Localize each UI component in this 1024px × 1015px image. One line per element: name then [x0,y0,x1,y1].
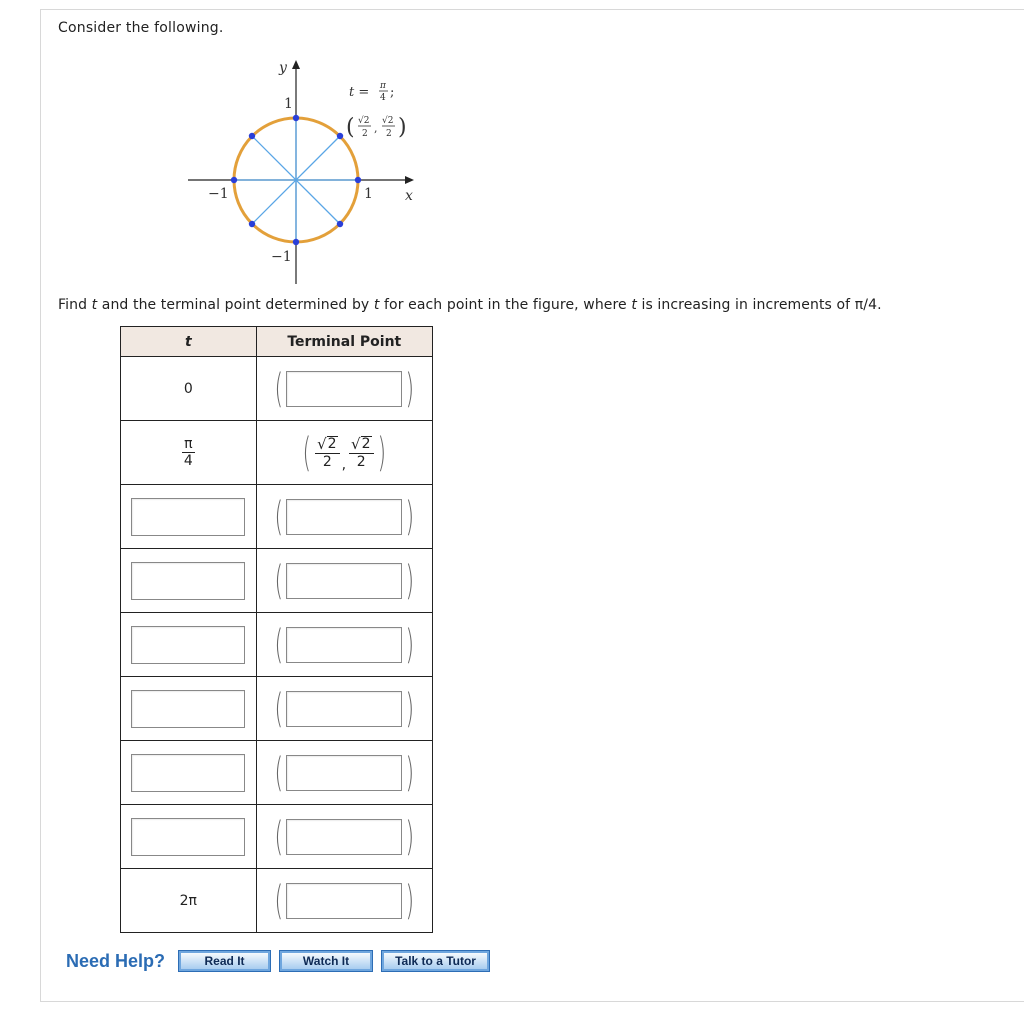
x-denominator: 2 [322,453,332,470]
paren-close: ) [405,493,415,540]
table-row [121,613,433,677]
terminal-point-input[interactable] [286,755,402,791]
t-cell [121,485,257,549]
paren-close: ) [405,685,415,732]
paren-close: ) [405,877,415,924]
terminal-point-cell [256,741,432,805]
terminal-point-cell [256,613,432,677]
instruction-part: for each point in the figure, where [379,297,632,313]
table-row [121,549,433,613]
y-fraction [349,436,373,470]
paren-close: ) [405,749,415,796]
paren-open: ( [274,749,283,796]
header-t-label: t [184,333,192,350]
paren-open: ( [274,493,283,540]
annotation-coord-y-den: 2 [386,129,392,139]
y-radicand: 2 [361,435,371,452]
terminal-point-cell [256,549,432,613]
paren-close: ) [405,621,415,668]
terminal-point-cell [256,677,432,741]
point-pi-4 [337,133,343,139]
header-t [121,327,257,357]
t-input[interactable] [131,498,245,536]
answer-table [120,326,433,933]
terminal-point-input[interactable] [286,819,402,855]
point-pi-2 [293,115,299,121]
tick-label-y-top: 1 [284,96,293,112]
t-cell [121,805,257,869]
t-input[interactable] [131,690,245,728]
terminal-point-cell [256,869,432,933]
t-cell: 2π [121,869,257,933]
table-row [121,421,433,485]
need-help-bar [66,950,498,972]
t-fraction-numerator: π [184,436,193,452]
y-axis-label: y [279,60,287,76]
instruction-var: t [631,297,637,313]
t-input[interactable] [131,626,245,664]
read-it-button[interactable]: Read It [178,950,271,972]
paren-open: ( [274,813,283,860]
terminal-point-cell [256,805,432,869]
annotation-coord-x-den: 2 [362,129,368,139]
t-cell [121,613,257,677]
x-axis-arrow [405,176,414,184]
terminal-point-cell [256,357,432,421]
paren-open: ( [302,429,312,476]
annotation-paren-open: ( [346,115,355,140]
t-input[interactable] [131,562,245,600]
table-row [121,869,433,933]
t-fraction-denominator: 4 [183,453,193,469]
table-row [121,741,433,805]
point-7pi-4 [337,221,343,227]
paren-close: ) [405,557,415,604]
terminal-point-cell [256,485,432,549]
t-cell: 0 [121,357,257,421]
intro-text: Consider the following. [58,20,224,36]
instruction-part: is increasing in increments of π/4. [636,297,882,313]
t-cell [121,421,257,485]
coordinate-separator: , [341,456,347,473]
terminal-point-input[interactable] [286,691,402,727]
paren-close: ) [405,365,415,412]
table-row [121,805,433,869]
annotation-coord-x-num: √2 [358,116,370,126]
unit-circle-figure [176,56,426,286]
terminal-point-input[interactable] [286,883,402,919]
tick-label-x-left: −1 [208,186,229,202]
annotation-t-eq: t = [349,85,370,100]
y-axis-arrow [292,60,300,69]
t-cell [121,549,257,613]
tick-label-x-right: 1 [364,186,373,202]
point-0 [355,177,361,183]
need-help-label: Need Help? [66,950,166,971]
t-fraction [182,436,194,469]
annotation-comma: , [374,122,378,135]
paren-open: ( [274,365,283,412]
paren-close: ) [405,813,415,860]
tick-label-y-bottom: −1 [271,249,292,265]
t-cell [121,741,257,805]
instruction-var: t [91,297,98,313]
watch-it-button[interactable]: Watch It [279,950,373,972]
paren-close: ) [377,429,386,476]
point-3pi-4 [249,133,255,139]
terminal-point-input[interactable] [286,627,402,663]
paren-open: ( [274,621,283,668]
annotation-paren-close: ) [398,115,407,140]
paren-open: ( [274,557,283,604]
paren-open: ( [274,877,283,924]
instruction-text [58,297,882,313]
instruction-part: and the terminal point determined by [97,297,374,313]
annotation-t-den: 4 [380,93,386,103]
annotation-t-num: π [380,81,386,91]
t-cell [121,677,257,741]
t-input[interactable] [131,754,245,792]
terminal-point-input[interactable] [286,563,402,599]
table-row [121,677,433,741]
instruction-part: Find [58,297,92,313]
table-row [121,485,433,549]
sqrt-icon: √ [351,434,361,453]
paren-open: ( [274,685,283,732]
x-axis-label: x [405,188,413,204]
annotation-coord-y-num: √2 [382,116,394,126]
terminal-point-cell [256,421,432,485]
sqrt-icon: √ [317,434,327,453]
x-radicand: 2 [327,435,337,452]
talk-to-tutor-button[interactable]: Talk to a Tutor [381,950,490,972]
x-fraction [315,436,339,470]
point-5pi-4 [249,221,255,227]
point-3pi-2 [293,239,299,245]
point-pi [231,177,237,183]
terminal-point-input[interactable] [286,371,402,407]
y-denominator: 2 [356,453,366,470]
header-terminal-point: Terminal Point [256,327,432,357]
table-row [121,357,433,421]
instruction-var: t [373,297,380,313]
terminal-point-input[interactable] [286,499,402,535]
annotation-sep: ; [390,85,395,100]
t-input[interactable] [131,818,245,856]
table-header-row [121,327,433,357]
